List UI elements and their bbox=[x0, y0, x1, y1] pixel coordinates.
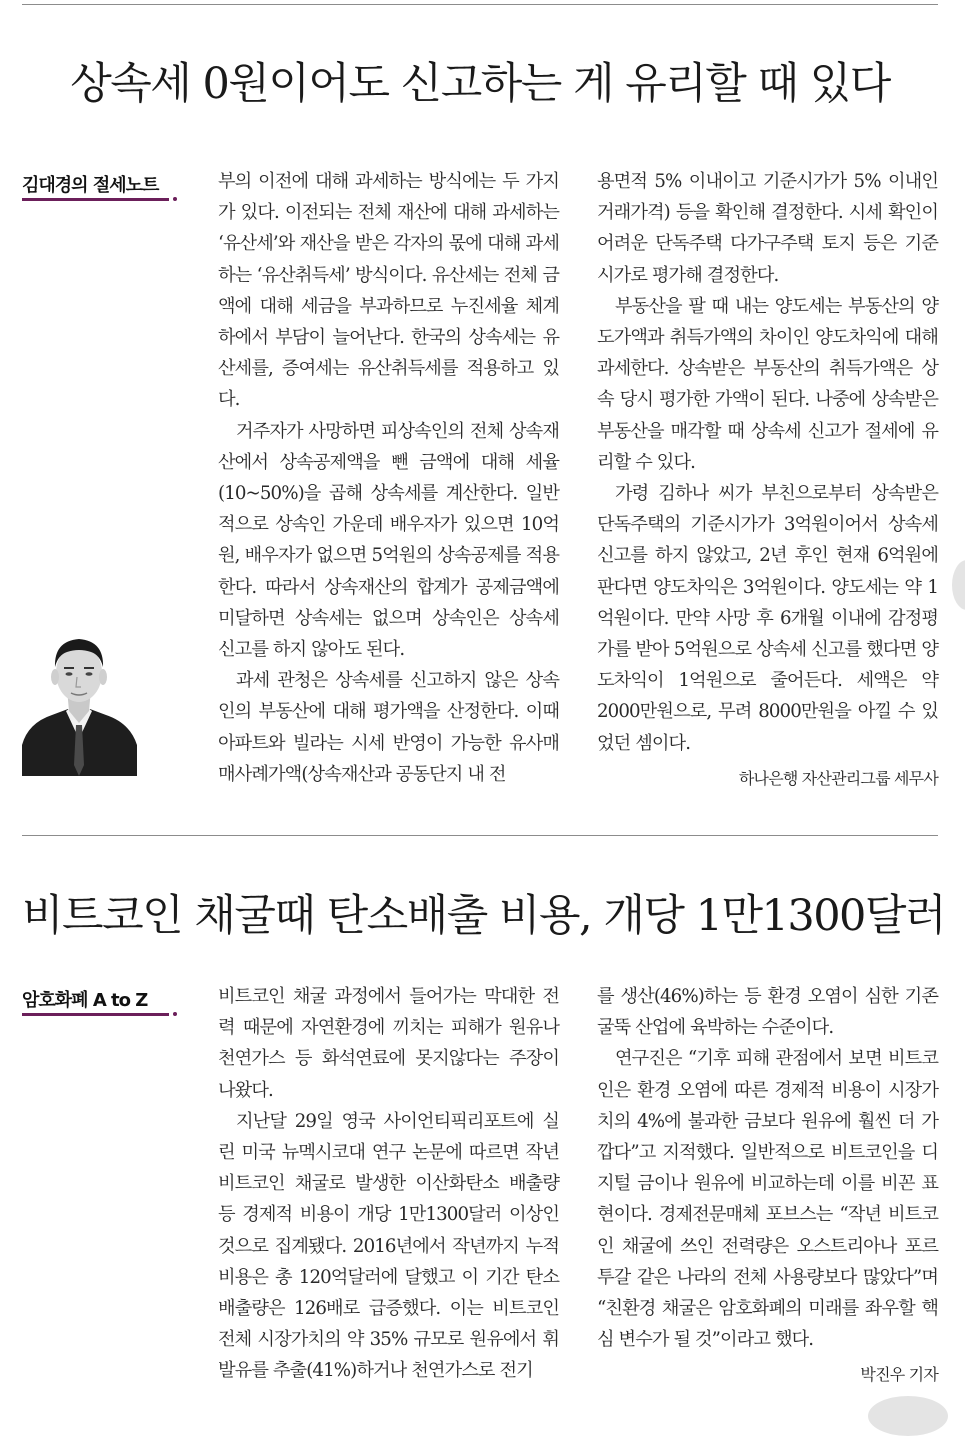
article2-label-dot bbox=[173, 1012, 177, 1016]
section-divider bbox=[22, 835, 938, 836]
article2-byline: 박진우 기자 bbox=[860, 1365, 938, 1384]
article2-section-label: 암호화폐 A to Z bbox=[22, 990, 148, 1011]
article1-col1-paragraph-2: 거주자가 사망하면 피상속인의 전체 상속재산에서 상속공제액을 뺀 금액에 대해 세율(10~50%)을 곱해 상속세를 계산한다. 일반적으로 상속인 가운데 배우자가 있으면 10억원, 배우자가 없으면 5억원의 상속공제를 적용한다. 따라서 상속재산의 합계가 공제금액에 미달하면 상속세는 없으며 상속인은 상속세 신고를 하지 않아도 된다. bbox=[218, 420, 559, 661]
article1-col2-paragraph-3: 가령 김하나 씨가 부친으로부터 상속받은 단독주택의 기준시가가 3억원이어서 상속세 신고를 하지 않았고, 2년 후인 현재 6억원에 판다면 양도차익은 3억원이다. 양도세는 약 1억원이다. 만약 사망 후 6개월 이내에 감정평가를 받아 5억원으로 상속세 신고를 했다면 양도차익이 1억원으로 줄어든다. 세액은 약 2000만원으로, 무려 8000만원을 아낄 수 있었던 셈이다. bbox=[597, 483, 938, 754]
article1-col1-paragraph-1: 부의 이전에 대해 과세하는 방식에는 두 가지가 있다. 이전되는 전체 재산에 대해 과세하는 ‘유산세’와 재산을 받은 각자의 몫에 대해 과세하는 ‘유산취득세’ 방식이다. 유산세는 전체 금액에 대해 세금을 부과하므로 누진세율 체계하에서 부담이 늘어난다. 한국의 상속세는 유산세를, 증여세는 유산취득세를 적용하고 있다. bbox=[218, 171, 559, 411]
article1-label-dot bbox=[173, 197, 177, 201]
article2-col2-paragraph-1: 를 생산(46%)하는 등 환경 오염이 심한 기존 굴뚝 산업에 육박하는 수준이다. bbox=[597, 986, 938, 1039]
scan-edge-mark bbox=[868, 1396, 948, 1436]
article2-col2-paragraph-2: 연구진은 “기후 피해 관점에서 보면 비트코인은 환경 오염에 따른 경제적 비용이 시장가치의 4%에 불과한 금보다 원유에 훨씬 더 가깝다”고 지적했다. 일반적으로 비트코인을 디지털 금이나 원유에 비교하는데 이를 비꼰 표현이다. 경제전문매체 포브스는 “작년 비트코인 채굴에 쓰인 전력량은 오스트리아나 포르투갈 같은 나라의 전체 사용량보다 많았다”며 “친환경 채굴은 암호화폐의 미래를 좌우할 핵심 변수가 될 것”이라고 했다. bbox=[597, 1048, 938, 1351]
article1-label-underline bbox=[22, 198, 169, 201]
article1-column-1 bbox=[218, 166, 559, 790]
author-photo bbox=[22, 627, 137, 776]
article1-col2-paragraph-1: 용면적 5% 이내이고 기준시가가 5% 이내인 거래가격) 등을 확인해 결정한다. 시세 확인이 어려운 단독주택 다가구주택 토지 등은 기준시가로 평가해 결정한다. bbox=[597, 171, 938, 286]
article2-headline: 비트코인 채굴때 탄소배출 비용, 개당 1만1300달러 bbox=[22, 891, 945, 941]
article1-section-label: 김대경의 절세노트 bbox=[22, 175, 159, 196]
article2-col1-paragraph-1: 비트코인 채굴 과정에서 들어가는 막대한 전력 때문에 자연환경에 끼치는 피해가 원유나 천연가스 등 화석연료에 못지않다는 주장이 나왔다. bbox=[218, 986, 559, 1101]
article2-label-underline bbox=[22, 1013, 169, 1016]
article1-byline: 하나은행 자산관리그룹 세무사 bbox=[738, 769, 938, 788]
article2-column-1 bbox=[218, 981, 559, 1387]
article1-headline: 상속세 0원이어도 신고하는 게 유리할 때 있다 bbox=[70, 59, 890, 109]
article1-col1-paragraph-3: 과세 관청은 상속세를 신고하지 않은 상속인의 부동산에 대해 평가액을 산정한다. 이때 아파트와 빌라는 시세 반영이 가능한 유사매매사례가액(상속재산과 공동단지 내 전 bbox=[218, 670, 559, 785]
top-rule bbox=[22, 4, 938, 5]
article2-column-2 bbox=[597, 981, 938, 1355]
scan-edge-mark bbox=[952, 560, 965, 610]
article1-column-2 bbox=[597, 166, 938, 759]
article1-col2-paragraph-2: 부동산을 팔 때 내는 양도세는 부동산의 양도가액과 취득가액의 차이인 양도차익에 대해 과세한다. 상속받은 부동산의 취득가액은 상속 당시 평가한 가액이 된다. 나중에 상속받은 부동산을 매각할 때 상속세 신고가 절세에 유리할 수 있다. bbox=[597, 295, 938, 473]
article2-col1-paragraph-2: 지난달 29일 영국 사이언티픽리포트에 실린 미국 뉴멕시코대 연구 논문에 따르면 작년 비트코인 채굴로 발생한 이산화탄소 배출량 등 경제적 비용이 개당 1만1300달러 이상인 것으로 집계됐다. 2016년에서 작년까지 누적 비용은 총 120억달러에 달했고 이 기간 탄소배출량은 126배로 급증했다. 이는 비트코인 전체 시장가치의 약 35% 규모로 원유에서 휘발유를 추출(41%)하거나 천연가스로 전기 bbox=[218, 1110, 559, 1382]
